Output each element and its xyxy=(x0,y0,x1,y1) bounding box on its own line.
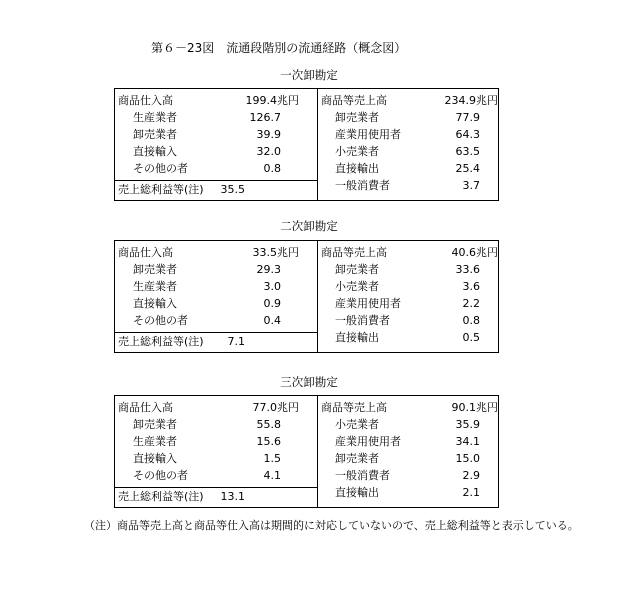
sales-value: 25.4 xyxy=(455,162,480,175)
sales-label: 産業用使用者 xyxy=(335,435,401,448)
tertiary-wholesale-gross-profit-row xyxy=(115,488,317,505)
purchase-label: 商品仕入高 xyxy=(118,94,173,107)
sales-label: 卸売業者 xyxy=(335,111,379,124)
purchase-label: その他の者 xyxy=(133,314,188,327)
sales-label: 商品等売上高 xyxy=(321,401,387,414)
purchase-value: 77.0兆円 xyxy=(252,401,299,414)
sales-label: 小売業者 xyxy=(335,418,379,431)
secondary-wholesale-purchase-row xyxy=(115,261,317,278)
sales-value: 3.6 xyxy=(462,280,480,293)
sales-label: 直接輸出 xyxy=(335,162,379,175)
tertiary-wholesale-table xyxy=(114,395,499,508)
primary-wholesale-purchase-row xyxy=(115,92,317,109)
sales-value: 3.7 xyxy=(462,179,480,192)
sales-label: 商品等売上高 xyxy=(321,94,387,107)
tertiary-wholesale-purchase-row xyxy=(115,450,317,467)
purchase-label: 生産業者 xyxy=(133,435,177,448)
sales-label: 一般消費者 xyxy=(335,179,390,192)
sales-value: 40.6兆円 xyxy=(451,246,498,259)
purchase-label: 卸売業者 xyxy=(133,418,177,431)
primary-wholesale-sales-row xyxy=(318,92,498,109)
sales-value: 0.5 xyxy=(462,331,480,344)
primary-wholesale-gross-profit-row xyxy=(115,181,317,198)
purchase-value: 0.8 xyxy=(263,162,281,175)
purchase-value: 33.5兆円 xyxy=(252,246,299,259)
sales-label: 商品等売上高 xyxy=(321,246,387,259)
purchase-label: 直接輸入 xyxy=(133,452,177,465)
sales-label: 直接輸出 xyxy=(335,331,379,344)
purchase-value: 0.9 xyxy=(263,297,281,310)
gross-profit-value: 7.1 xyxy=(227,335,245,348)
purchase-value: 4.1 xyxy=(263,469,281,482)
sales-value: 2.9 xyxy=(462,469,480,482)
sales-value: 63.5 xyxy=(455,145,480,158)
purchase-value: 15.6 xyxy=(256,435,281,448)
purchase-value: 32.0 xyxy=(256,145,281,158)
sales-value: 77.9 xyxy=(455,111,480,124)
secondary-wholesale-sales-row xyxy=(318,329,498,346)
gross-profit-label: 売上総利益等(注) xyxy=(118,183,204,196)
purchase-label: 卸売業者 xyxy=(133,128,177,141)
gross-profit-value: 13.1 xyxy=(220,490,245,503)
sales-value: 0.8 xyxy=(462,314,480,327)
secondary-wholesale-gross-profit-row xyxy=(115,333,317,350)
gross-profit-label: 売上総利益等(注) xyxy=(118,490,204,503)
purchase-value: 39.9 xyxy=(256,128,281,141)
purchase-label: 商品仕入高 xyxy=(118,401,173,414)
gross-profit-value: 35.5 xyxy=(220,183,245,196)
tertiary-wholesale-purchase-row xyxy=(115,467,317,484)
purchase-label: 商品仕入高 xyxy=(118,246,173,259)
purchase-value: 0.4 xyxy=(263,314,281,327)
sales-value: 234.9兆円 xyxy=(444,94,498,107)
purchase-value: 55.8 xyxy=(256,418,281,431)
purchase-value: 3.0 xyxy=(263,280,281,293)
secondary-wholesale-sales-row xyxy=(318,261,498,278)
secondary-wholesale-purchase-row xyxy=(115,244,317,261)
sales-label: 産業用使用者 xyxy=(335,128,401,141)
sales-value: 35.9 xyxy=(455,418,480,431)
sales-label: 一般消費者 xyxy=(335,469,390,482)
tertiary-wholesale-sales-row xyxy=(318,416,498,433)
sales-value: 34.1 xyxy=(455,435,480,448)
sales-value: 2.2 xyxy=(462,297,480,310)
primary-wholesale-sales-row xyxy=(318,160,498,177)
secondary-wholesale-purchase-row xyxy=(115,278,317,295)
purchase-value: 199.4兆円 xyxy=(245,94,299,107)
tertiary-wholesale-sales-row xyxy=(318,484,498,501)
primary-wholesale-purchase-row xyxy=(115,126,317,143)
sales-label: 小売業者 xyxy=(335,280,379,293)
purchase-label: その他の者 xyxy=(133,469,188,482)
primary-wholesale-sales-row xyxy=(318,126,498,143)
gross-profit-label: 売上総利益等(注) xyxy=(118,335,204,348)
tertiary-wholesale-sales-row xyxy=(318,433,498,450)
primary-wholesale-purchase-row xyxy=(115,160,317,177)
secondary-wholesale-sales-row xyxy=(318,312,498,329)
sales-value: 90.1兆円 xyxy=(451,401,498,414)
primary-wholesale-sales-row xyxy=(318,177,498,194)
tertiary-wholesale-sales-row xyxy=(318,399,498,416)
sales-label: 産業用使用者 xyxy=(335,297,401,310)
secondary-wholesale-sales-row xyxy=(318,244,498,261)
figure-title: 第６－23図 流通段階別の流通経路（概念図） xyxy=(151,41,407,55)
tertiary-wholesale-sales-row xyxy=(318,467,498,484)
purchase-value: 126.7 xyxy=(249,111,281,124)
secondary-wholesale-sales-row xyxy=(318,295,498,312)
purchase-value: 29.3 xyxy=(256,263,281,276)
tertiary-wholesale-purchase-row xyxy=(115,416,317,433)
purchase-label: 直接輸入 xyxy=(133,145,177,158)
tertiary-wholesale-purchase-row xyxy=(115,433,317,450)
purchase-label: その他の者 xyxy=(133,162,188,175)
sales-label: 卸売業者 xyxy=(335,263,379,276)
sales-value: 64.3 xyxy=(455,128,480,141)
secondary-wholesale-heading: 二次卸勘定 xyxy=(280,219,338,233)
sales-value: 33.6 xyxy=(455,263,480,276)
footnote: （注）商品等売上高と商品等仕入高は期間的に対応していないので、売上総利益等と表示している。 xyxy=(84,519,579,532)
secondary-wholesale-purchase-row xyxy=(115,295,317,312)
primary-wholesale-purchase-row xyxy=(115,143,317,160)
secondary-wholesale-sales-row xyxy=(318,278,498,295)
sales-value: 15.0 xyxy=(455,452,480,465)
sales-label: 卸売業者 xyxy=(335,452,379,465)
primary-wholesale-sales-row xyxy=(318,143,498,160)
purchase-label: 卸売業者 xyxy=(133,263,177,276)
purchase-label: 直接輸入 xyxy=(133,297,177,310)
tertiary-wholesale-heading: 三次卸勘定 xyxy=(280,375,338,389)
sales-label: 直接輸出 xyxy=(335,486,379,499)
primary-wholesale-table xyxy=(114,88,499,201)
sales-label: 小売業者 xyxy=(335,145,379,158)
secondary-wholesale-table xyxy=(114,240,499,353)
purchase-value: 1.5 xyxy=(263,452,281,465)
primary-wholesale-heading: 一次卸勘定 xyxy=(280,68,338,82)
tertiary-wholesale-sales-row xyxy=(318,450,498,467)
sales-value: 2.1 xyxy=(462,486,480,499)
primary-wholesale-sales-row xyxy=(318,109,498,126)
tertiary-wholesale-purchase-row xyxy=(115,399,317,416)
sales-label: 一般消費者 xyxy=(335,314,390,327)
purchase-label: 生産業者 xyxy=(133,111,177,124)
purchase-label: 生産業者 xyxy=(133,280,177,293)
secondary-wholesale-purchase-row xyxy=(115,312,317,329)
primary-wholesale-purchase-row xyxy=(115,109,317,126)
